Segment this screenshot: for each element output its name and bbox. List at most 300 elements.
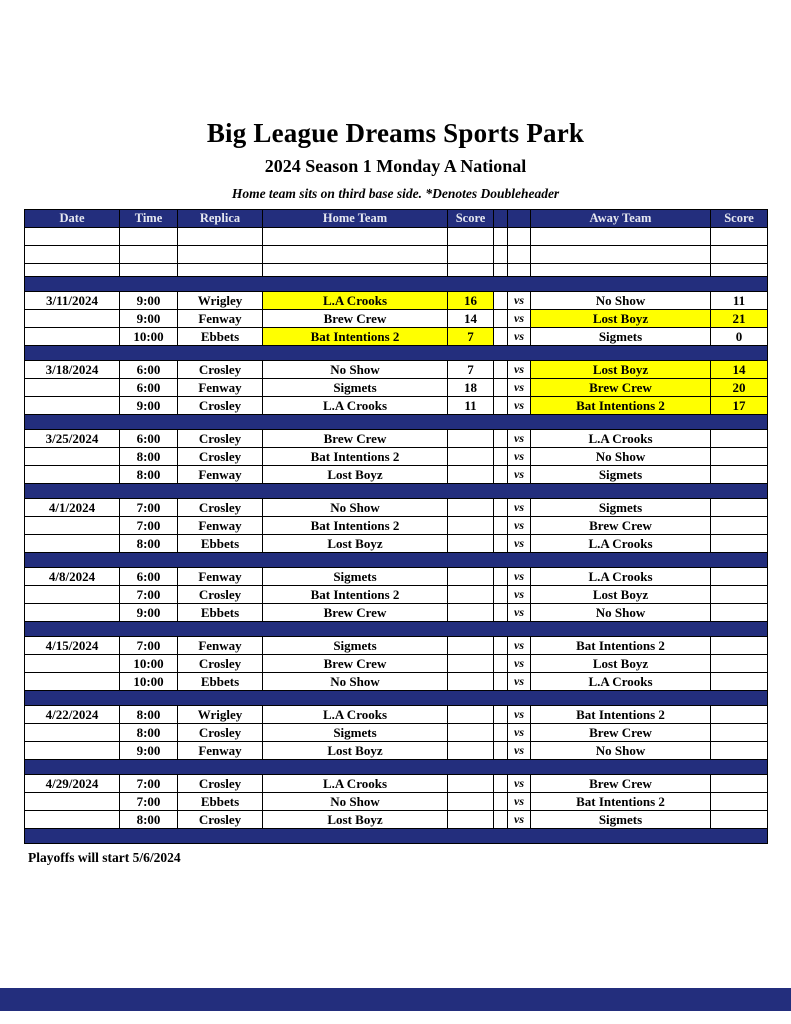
time-cell: 9:00 bbox=[120, 397, 178, 415]
spacer-cell bbox=[494, 310, 508, 328]
game-row bbox=[25, 292, 768, 310]
home-team-cell: No Show bbox=[263, 673, 448, 691]
away-score-cell bbox=[711, 742, 768, 760]
away-score-cell bbox=[711, 706, 768, 724]
date-cell bbox=[25, 604, 120, 622]
header-date: Date bbox=[25, 210, 120, 228]
away-team-cell: L.A Crooks bbox=[531, 430, 711, 448]
away-team-cell: No Show bbox=[531, 742, 711, 760]
away-score-cell: 17 bbox=[711, 397, 768, 415]
spacer-cell bbox=[494, 499, 508, 517]
date-cell: 4/8/2024 bbox=[25, 568, 120, 586]
week-divider-row bbox=[25, 691, 768, 706]
empty-cell bbox=[711, 228, 768, 246]
spacer-cell bbox=[494, 535, 508, 553]
vs-cell: vs bbox=[508, 535, 531, 553]
empty-cell bbox=[263, 246, 448, 264]
spacer-cell bbox=[494, 586, 508, 604]
away-score-cell bbox=[711, 430, 768, 448]
week-divider bbox=[25, 484, 768, 499]
away-score-cell bbox=[711, 586, 768, 604]
home-score-cell bbox=[448, 655, 494, 673]
date-cell bbox=[25, 448, 120, 466]
spacer-cell bbox=[494, 655, 508, 673]
home-score-cell bbox=[448, 568, 494, 586]
game-row bbox=[25, 742, 768, 760]
week-divider bbox=[25, 346, 768, 361]
spacer-cell bbox=[494, 775, 508, 793]
away-team-cell: No Show bbox=[531, 448, 711, 466]
empty-cell bbox=[120, 228, 178, 246]
vs-cell: vs bbox=[508, 637, 531, 655]
game-row bbox=[25, 379, 768, 397]
home-score-cell bbox=[448, 811, 494, 829]
spacer-cell bbox=[494, 517, 508, 535]
replica-cell: Crosley bbox=[178, 397, 263, 415]
empty-cell bbox=[178, 246, 263, 264]
away-score-cell bbox=[711, 655, 768, 673]
away-team-cell: Brew Crew bbox=[531, 517, 711, 535]
away-score-cell bbox=[711, 637, 768, 655]
replica-cell: Fenway bbox=[178, 742, 263, 760]
empty-cell bbox=[531, 246, 711, 264]
empty-row bbox=[25, 228, 768, 246]
away-score-cell bbox=[711, 499, 768, 517]
away-team-cell: No Show bbox=[531, 292, 711, 310]
time-cell: 9:00 bbox=[120, 742, 178, 760]
home-team-cell: Bat Intentions 2 bbox=[263, 328, 448, 346]
home-team-cell: Bat Intentions 2 bbox=[263, 586, 448, 604]
replica-cell: Fenway bbox=[178, 637, 263, 655]
replica-cell: Fenway bbox=[178, 379, 263, 397]
bottom-bar bbox=[0, 988, 791, 1011]
replica-cell: Crosley bbox=[178, 361, 263, 379]
empty-cell bbox=[263, 228, 448, 246]
week-divider-row bbox=[25, 760, 768, 775]
date-cell: 3/25/2024 bbox=[25, 430, 120, 448]
week-divider bbox=[25, 622, 768, 637]
home-team-cell: Lost Boyz bbox=[263, 811, 448, 829]
away-score-cell bbox=[711, 466, 768, 484]
home-score-cell bbox=[448, 793, 494, 811]
vs-cell: vs bbox=[508, 724, 531, 742]
home-team-cell: Lost Boyz bbox=[263, 466, 448, 484]
home-score-cell: 16 bbox=[448, 292, 494, 310]
game-row bbox=[25, 568, 768, 586]
spacer-cell bbox=[494, 742, 508, 760]
home-score-cell bbox=[448, 586, 494, 604]
time-cell: 9:00 bbox=[120, 310, 178, 328]
replica-cell: Crosley bbox=[178, 811, 263, 829]
replica-cell: Wrigley bbox=[178, 706, 263, 724]
time-cell: 8:00 bbox=[120, 706, 178, 724]
vs-cell: vs bbox=[508, 673, 531, 691]
empty-cell bbox=[711, 246, 768, 264]
vs-cell: vs bbox=[508, 328, 531, 346]
date-cell bbox=[25, 811, 120, 829]
date-cell bbox=[25, 655, 120, 673]
header-replica: Replica bbox=[178, 210, 263, 228]
time-cell: 7:00 bbox=[120, 793, 178, 811]
schedule-table bbox=[24, 209, 768, 844]
spacer-cell bbox=[494, 430, 508, 448]
away-score-cell bbox=[711, 673, 768, 691]
replica-cell: Crosley bbox=[178, 499, 263, 517]
away-score-cell bbox=[711, 811, 768, 829]
time-cell: 6:00 bbox=[120, 379, 178, 397]
home-score-cell bbox=[448, 706, 494, 724]
vs-cell: vs bbox=[508, 361, 531, 379]
spacer-cell bbox=[494, 637, 508, 655]
home-score-cell bbox=[448, 673, 494, 691]
game-row bbox=[25, 793, 768, 811]
week-divider bbox=[25, 277, 768, 292]
time-cell: 8:00 bbox=[120, 466, 178, 484]
home-score-cell: 7 bbox=[448, 328, 494, 346]
header-home-team: Home Team bbox=[263, 210, 448, 228]
away-score-cell bbox=[711, 517, 768, 535]
home-score-cell bbox=[448, 637, 494, 655]
game-row bbox=[25, 586, 768, 604]
time-cell: 8:00 bbox=[120, 724, 178, 742]
away-team-cell: Bat Intentions 2 bbox=[531, 637, 711, 655]
home-team-cell: L.A Crooks bbox=[263, 706, 448, 724]
game-row bbox=[25, 724, 768, 742]
away-team-cell: Lost Boyz bbox=[531, 310, 711, 328]
replica-cell: Wrigley bbox=[178, 292, 263, 310]
date-cell bbox=[25, 742, 120, 760]
week-divider bbox=[25, 553, 768, 568]
date-cell bbox=[25, 724, 120, 742]
vs-cell: vs bbox=[508, 499, 531, 517]
replica-cell: Ebbets bbox=[178, 328, 263, 346]
away-score-cell bbox=[711, 724, 768, 742]
replica-cell: Fenway bbox=[178, 517, 263, 535]
date-cell bbox=[25, 673, 120, 691]
time-cell: 7:00 bbox=[120, 637, 178, 655]
vs-cell: vs bbox=[508, 706, 531, 724]
week-divider-row bbox=[25, 622, 768, 637]
empty-row bbox=[25, 264, 768, 277]
away-score-cell bbox=[711, 604, 768, 622]
replica-cell: Fenway bbox=[178, 310, 263, 328]
time-cell: 10:00 bbox=[120, 673, 178, 691]
time-cell: 6:00 bbox=[120, 361, 178, 379]
home-score-cell: 11 bbox=[448, 397, 494, 415]
empty-cell bbox=[25, 228, 120, 246]
spacer-cell bbox=[494, 328, 508, 346]
game-row bbox=[25, 535, 768, 553]
vs-cell: vs bbox=[508, 430, 531, 448]
spacer-cell bbox=[494, 466, 508, 484]
empty-cell bbox=[531, 264, 711, 277]
vs-cell: vs bbox=[508, 310, 531, 328]
home-score-cell: 18 bbox=[448, 379, 494, 397]
date-cell: 4/22/2024 bbox=[25, 706, 120, 724]
away-score-cell: 14 bbox=[711, 361, 768, 379]
week-divider bbox=[25, 829, 768, 844]
home-score-cell: 14 bbox=[448, 310, 494, 328]
game-row bbox=[25, 310, 768, 328]
empty-row bbox=[25, 246, 768, 264]
time-cell: 8:00 bbox=[120, 811, 178, 829]
home-score-cell bbox=[448, 499, 494, 517]
week-divider bbox=[25, 760, 768, 775]
time-cell: 6:00 bbox=[120, 568, 178, 586]
away-team-cell: Bat Intentions 2 bbox=[531, 793, 711, 811]
vs-cell: vs bbox=[508, 397, 531, 415]
empty-cell bbox=[508, 246, 531, 264]
home-team-cell: No Show bbox=[263, 793, 448, 811]
week-divider bbox=[25, 691, 768, 706]
game-row bbox=[25, 397, 768, 415]
away-team-cell: Brew Crew bbox=[531, 775, 711, 793]
empty-cell bbox=[178, 264, 263, 277]
time-cell: 7:00 bbox=[120, 775, 178, 793]
away-team-cell: L.A Crooks bbox=[531, 535, 711, 553]
game-row bbox=[25, 637, 768, 655]
replica-cell: Ebbets bbox=[178, 793, 263, 811]
away-team-cell: Bat Intentions 2 bbox=[531, 397, 711, 415]
game-row bbox=[25, 706, 768, 724]
replica-cell: Crosley bbox=[178, 430, 263, 448]
home-score-cell bbox=[448, 466, 494, 484]
spacer-cell bbox=[494, 379, 508, 397]
empty-cell bbox=[508, 264, 531, 277]
vs-cell: vs bbox=[508, 517, 531, 535]
empty-cell bbox=[494, 228, 508, 246]
game-row bbox=[25, 499, 768, 517]
vs-cell: vs bbox=[508, 448, 531, 466]
header-note: Home team sits on third base side. *Denotes Doubleheader bbox=[231, 186, 560, 201]
empty-cell bbox=[25, 246, 120, 264]
away-score-cell: 11 bbox=[711, 292, 768, 310]
spacer-cell bbox=[494, 673, 508, 691]
home-team-cell: Bat Intentions 2 bbox=[263, 448, 448, 466]
away-team-cell: Brew Crew bbox=[531, 724, 711, 742]
header-spacer bbox=[494, 210, 508, 228]
date-cell bbox=[25, 586, 120, 604]
away-team-cell: Lost Boyz bbox=[531, 586, 711, 604]
home-team-cell: Brew Crew bbox=[263, 604, 448, 622]
time-cell: 7:00 bbox=[120, 517, 178, 535]
home-score-cell: 7 bbox=[448, 361, 494, 379]
spacer-cell bbox=[494, 292, 508, 310]
empty-cell bbox=[263, 264, 448, 277]
empty-cell bbox=[494, 264, 508, 277]
replica-cell: Crosley bbox=[178, 775, 263, 793]
home-score-cell bbox=[448, 448, 494, 466]
empty-cell bbox=[25, 264, 120, 277]
home-score-cell bbox=[448, 430, 494, 448]
date-cell: 3/18/2024 bbox=[25, 361, 120, 379]
vs-cell: vs bbox=[508, 811, 531, 829]
time-cell: 8:00 bbox=[120, 535, 178, 553]
date-cell bbox=[25, 328, 120, 346]
away-score-cell bbox=[711, 535, 768, 553]
time-cell: 10:00 bbox=[120, 655, 178, 673]
replica-cell: Crosley bbox=[178, 586, 263, 604]
date-cell bbox=[25, 397, 120, 415]
replica-cell: Ebbets bbox=[178, 673, 263, 691]
away-team-cell: Brew Crew bbox=[531, 379, 711, 397]
date-cell bbox=[25, 466, 120, 484]
away-team-cell: Lost Boyz bbox=[531, 655, 711, 673]
replica-cell: Ebbets bbox=[178, 535, 263, 553]
away-team-cell: No Show bbox=[531, 604, 711, 622]
home-score-cell bbox=[448, 604, 494, 622]
home-team-cell: Sigmets bbox=[263, 568, 448, 586]
time-cell: 9:00 bbox=[120, 604, 178, 622]
home-team-cell: Brew Crew bbox=[263, 430, 448, 448]
spacer-cell bbox=[494, 361, 508, 379]
away-team-cell: Lost Boyz bbox=[531, 361, 711, 379]
vs-cell: vs bbox=[508, 604, 531, 622]
header-away-score: Score bbox=[711, 210, 768, 228]
away-score-cell bbox=[711, 793, 768, 811]
game-row bbox=[25, 448, 768, 466]
week-divider-row bbox=[25, 415, 768, 430]
away-team-cell: Sigmets bbox=[531, 499, 711, 517]
game-row bbox=[25, 466, 768, 484]
spacer-cell bbox=[494, 568, 508, 586]
time-cell: 9:00 bbox=[120, 292, 178, 310]
week-divider-row bbox=[25, 346, 768, 361]
date-cell bbox=[25, 517, 120, 535]
empty-cell bbox=[711, 264, 768, 277]
game-row bbox=[25, 655, 768, 673]
page-title: Big League Dreams Sports Park bbox=[206, 118, 585, 148]
vs-cell: vs bbox=[508, 793, 531, 811]
time-cell: 7:00 bbox=[120, 586, 178, 604]
date-cell bbox=[25, 310, 120, 328]
date-cell: 3/11/2024 bbox=[25, 292, 120, 310]
game-row bbox=[25, 811, 768, 829]
vs-cell: vs bbox=[508, 775, 531, 793]
home-team-cell: No Show bbox=[263, 361, 448, 379]
week-divider-row bbox=[25, 277, 768, 292]
replica-cell: Crosley bbox=[178, 724, 263, 742]
away-team-cell: L.A Crooks bbox=[531, 568, 711, 586]
game-row bbox=[25, 775, 768, 793]
home-team-cell: Lost Boyz bbox=[263, 742, 448, 760]
away-team-cell: L.A Crooks bbox=[531, 673, 711, 691]
empty-cell bbox=[494, 246, 508, 264]
game-row bbox=[25, 517, 768, 535]
time-cell: 10:00 bbox=[120, 328, 178, 346]
vs-cell: vs bbox=[508, 292, 531, 310]
table-header-row bbox=[25, 210, 768, 228]
home-team-cell: Sigmets bbox=[263, 637, 448, 655]
time-cell: 6:00 bbox=[120, 430, 178, 448]
home-team-cell: Brew Crew bbox=[263, 310, 448, 328]
date-cell: 4/15/2024 bbox=[25, 637, 120, 655]
home-team-cell: No Show bbox=[263, 499, 448, 517]
empty-cell bbox=[531, 228, 711, 246]
home-team-cell: Sigmets bbox=[263, 724, 448, 742]
date-cell bbox=[25, 379, 120, 397]
date-cell: 4/1/2024 bbox=[25, 499, 120, 517]
vs-cell: vs bbox=[508, 466, 531, 484]
week-divider-row bbox=[25, 829, 768, 844]
spacer-cell bbox=[494, 397, 508, 415]
header-away-team: Away Team bbox=[531, 210, 711, 228]
home-score-cell bbox=[448, 535, 494, 553]
game-row bbox=[25, 673, 768, 691]
home-team-cell: L.A Crooks bbox=[263, 397, 448, 415]
home-team-cell: Brew Crew bbox=[263, 655, 448, 673]
home-team-cell: L.A Crooks bbox=[263, 292, 448, 310]
away-score-cell bbox=[711, 568, 768, 586]
away-score-cell bbox=[711, 448, 768, 466]
home-team-cell: Lost Boyz bbox=[263, 535, 448, 553]
vs-cell: vs bbox=[508, 742, 531, 760]
away-score-cell: 21 bbox=[711, 310, 768, 328]
vs-cell: vs bbox=[508, 655, 531, 673]
game-row bbox=[25, 430, 768, 448]
away-team-cell: Sigmets bbox=[531, 328, 711, 346]
away-score-cell: 0 bbox=[711, 328, 768, 346]
week-divider bbox=[25, 415, 768, 430]
replica-cell: Fenway bbox=[178, 466, 263, 484]
spacer-cell bbox=[494, 604, 508, 622]
time-cell: 7:00 bbox=[120, 499, 178, 517]
away-team-cell: Sigmets bbox=[531, 466, 711, 484]
home-score-cell bbox=[448, 742, 494, 760]
header-home-score: Score bbox=[448, 210, 494, 228]
away-team-cell: Sigmets bbox=[531, 811, 711, 829]
time-cell: 8:00 bbox=[120, 448, 178, 466]
page-subtitle: 2024 Season 1 Monday A National bbox=[264, 156, 527, 176]
replica-cell: Fenway bbox=[178, 568, 263, 586]
header-time: Time bbox=[120, 210, 178, 228]
empty-cell bbox=[448, 264, 494, 277]
home-score-cell bbox=[448, 724, 494, 742]
date-cell: 4/29/2024 bbox=[25, 775, 120, 793]
spacer-cell bbox=[494, 811, 508, 829]
game-row bbox=[25, 604, 768, 622]
away-team-cell: Bat Intentions 2 bbox=[531, 706, 711, 724]
vs-cell: vs bbox=[508, 586, 531, 604]
replica-cell: Crosley bbox=[178, 448, 263, 466]
away-score-cell: 20 bbox=[711, 379, 768, 397]
week-divider-row bbox=[25, 484, 768, 499]
home-team-cell: Sigmets bbox=[263, 379, 448, 397]
game-row bbox=[25, 328, 768, 346]
vs-cell: vs bbox=[508, 379, 531, 397]
empty-cell bbox=[178, 228, 263, 246]
empty-cell bbox=[120, 264, 178, 277]
vs-cell: vs bbox=[508, 568, 531, 586]
spacer-cell bbox=[494, 724, 508, 742]
away-score-cell bbox=[711, 775, 768, 793]
home-team-cell: Bat Intentions 2 bbox=[263, 517, 448, 535]
game-row bbox=[25, 361, 768, 379]
spacer-cell bbox=[494, 706, 508, 724]
playoffs-note: Playoffs will start 5/6/2024 bbox=[28, 850, 181, 865]
home-team-cell: L.A Crooks bbox=[263, 775, 448, 793]
header-vs bbox=[508, 210, 531, 228]
empty-cell bbox=[448, 246, 494, 264]
home-score-cell bbox=[448, 775, 494, 793]
empty-cell bbox=[448, 228, 494, 246]
date-cell bbox=[25, 793, 120, 811]
spacer-cell bbox=[494, 793, 508, 811]
week-divider-row bbox=[25, 553, 768, 568]
replica-cell: Ebbets bbox=[178, 604, 263, 622]
replica-cell: Crosley bbox=[178, 655, 263, 673]
empty-cell bbox=[120, 246, 178, 264]
